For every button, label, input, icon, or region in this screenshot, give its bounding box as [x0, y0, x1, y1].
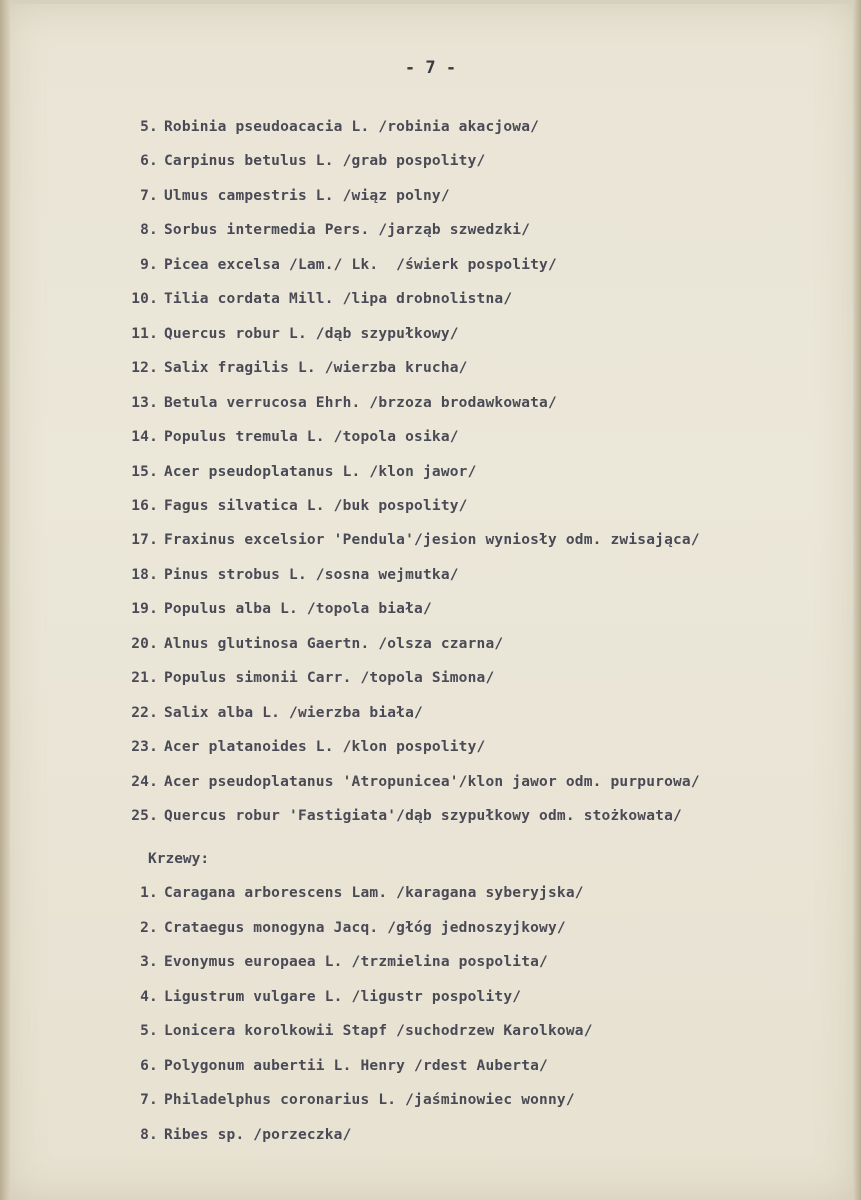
item-number: 3. — [140, 954, 158, 970]
item-text: Salix fragilis L. /wierzba krucha/ — [164, 360, 468, 377]
item-text: Salix alba L. /wierzba biała/ — [164, 704, 423, 721]
item-text: Crataegus monogyna Jacq. /głóg jednoszyjkowy/ — [164, 919, 566, 936]
list-item — [118, 920, 566, 936]
item-text: Alnus glutinosa Gaertn. /olsza czarna/ — [164, 635, 504, 652]
page-left-edge — [0, 0, 10, 1200]
item-text: Carpinus betulus L. /grab pospolity/ — [164, 153, 486, 170]
list-item — [118, 601, 432, 617]
item-number: 7. — [140, 1092, 158, 1108]
item-number: 12. — [131, 360, 158, 377]
page-number: - 7 - — [404, 58, 457, 78]
item-number: 18. — [131, 566, 158, 583]
item-number: 23. — [131, 739, 158, 756]
item-number: 7. — [140, 187, 158, 204]
item-text: Ligustrum vulgare L. /ligustr pospolity/ — [164, 988, 522, 1005]
list-item — [118, 291, 512, 307]
item-text: Quercus robur L. /dąb szypułkowy/ — [164, 325, 459, 342]
item-text: Acer pseudoplatanus 'Atropunicea'/klon jawor odm. purpurowa/ — [164, 773, 700, 790]
list-item — [118, 429, 459, 445]
item-number: 2. — [140, 919, 158, 936]
item-number: 6. — [140, 1057, 158, 1074]
item-number: 1. — [140, 885, 158, 901]
list-item — [118, 1092, 575, 1108]
list-item — [118, 989, 521, 1005]
list-item — [118, 636, 503, 652]
list-item — [118, 954, 548, 970]
list-item — [118, 1023, 593, 1039]
item-text: Acer pseudoplatanus L. /klon jawor/ — [164, 463, 477, 480]
item-number: 16. — [131, 497, 158, 514]
list-item — [118, 188, 450, 204]
item-number: 24. — [131, 773, 158, 790]
shrubs-heading: Krzewy: — [148, 851, 210, 867]
list-item — [118, 257, 557, 273]
list-item — [118, 670, 494, 686]
item-number: 15. — [131, 463, 158, 480]
item-number: 25. — [131, 808, 158, 824]
list-item — [118, 808, 682, 824]
item-text: Lonicera korolkowii Stapf /suchodrzew Karolkowa/ — [164, 1023, 593, 1039]
list-item — [118, 498, 468, 514]
item-number: 5. — [140, 119, 158, 135]
list-item — [118, 360, 468, 376]
item-number: 6. — [140, 153, 158, 170]
item-text: Polygonum aubertii L. Henry /rdest Auberta/ — [164, 1057, 548, 1074]
page-right-edge — [853, 0, 861, 1200]
item-text: Acer platanoides L. /klon pospolity/ — [164, 739, 486, 756]
list-item — [118, 1127, 352, 1143]
item-text: Populus tremula L. /topola osika/ — [164, 429, 459, 446]
item-number: 5. — [140, 1023, 158, 1039]
list-item — [118, 395, 557, 411]
list-item — [118, 326, 459, 342]
item-text: Caragana arborescens Lam. /karagana syberyjska/ — [164, 885, 584, 901]
list-item — [118, 119, 539, 135]
item-number: 4. — [140, 988, 158, 1005]
item-number: 10. — [131, 291, 158, 308]
item-number: 17. — [131, 532, 158, 549]
list-item — [118, 774, 700, 790]
list-item — [118, 567, 459, 583]
item-number: 19. — [131, 601, 158, 618]
item-number: 11. — [131, 325, 158, 342]
item-text: Picea excelsa /Lam./ Lk. /świerk pospolity/ — [164, 256, 557, 273]
list-item — [118, 1058, 548, 1074]
item-text: Fagus silvatica L. /buk pospolity/ — [164, 497, 468, 514]
item-number: 8. — [140, 1126, 158, 1143]
list-item — [118, 532, 700, 548]
item-number: 13. — [131, 394, 158, 411]
list-item — [118, 153, 485, 169]
item-text: Philadelphus coronarius L. /jaśminowiec wonny/ — [164, 1092, 575, 1108]
item-text: Sorbus intermedia Pers. /jarząb szwedzki/ — [164, 222, 531, 239]
list-item — [118, 705, 423, 721]
item-text: Fraxinus excelsior 'Pendula'/jesion wyniosły odm. zwisająca/ — [164, 532, 700, 549]
item-number: 20. — [131, 635, 158, 652]
item-text: Evonymus europaea L. /trzmielina pospolita/ — [164, 954, 548, 970]
item-text: Populus alba L. /topola biała/ — [164, 601, 432, 618]
list-item — [118, 739, 485, 755]
item-number: 21. — [131, 670, 158, 687]
item-text: Quercus robur 'Fastigiata'/dąb szypułkowy odm. stożkowata/ — [164, 808, 682, 824]
list-item — [118, 464, 477, 480]
item-text: Robinia pseudoacacia L. /robinia akacjowa/ — [164, 119, 540, 135]
item-text: Ribes sp. /porzeczka/ — [164, 1126, 352, 1143]
list-item — [118, 222, 530, 238]
item-text: Ulmus campestris L. /wiąz polny/ — [164, 187, 450, 204]
item-text: Populus simonii Carr. /topola Simona/ — [164, 670, 495, 687]
item-number: 14. — [131, 429, 158, 446]
item-text: Pinus strobus L. /sosna wejmutka/ — [164, 566, 459, 583]
list-item — [118, 885, 584, 901]
item-number: 8. — [140, 222, 158, 239]
item-text: Tilia cordata Mill. /lipa drobnolistna/ — [164, 291, 513, 308]
item-text: Betula verrucosa Ehrh. /brzoza brodawkowata/ — [164, 394, 557, 411]
item-number: 9. — [140, 256, 158, 273]
item-number: 22. — [131, 704, 158, 721]
